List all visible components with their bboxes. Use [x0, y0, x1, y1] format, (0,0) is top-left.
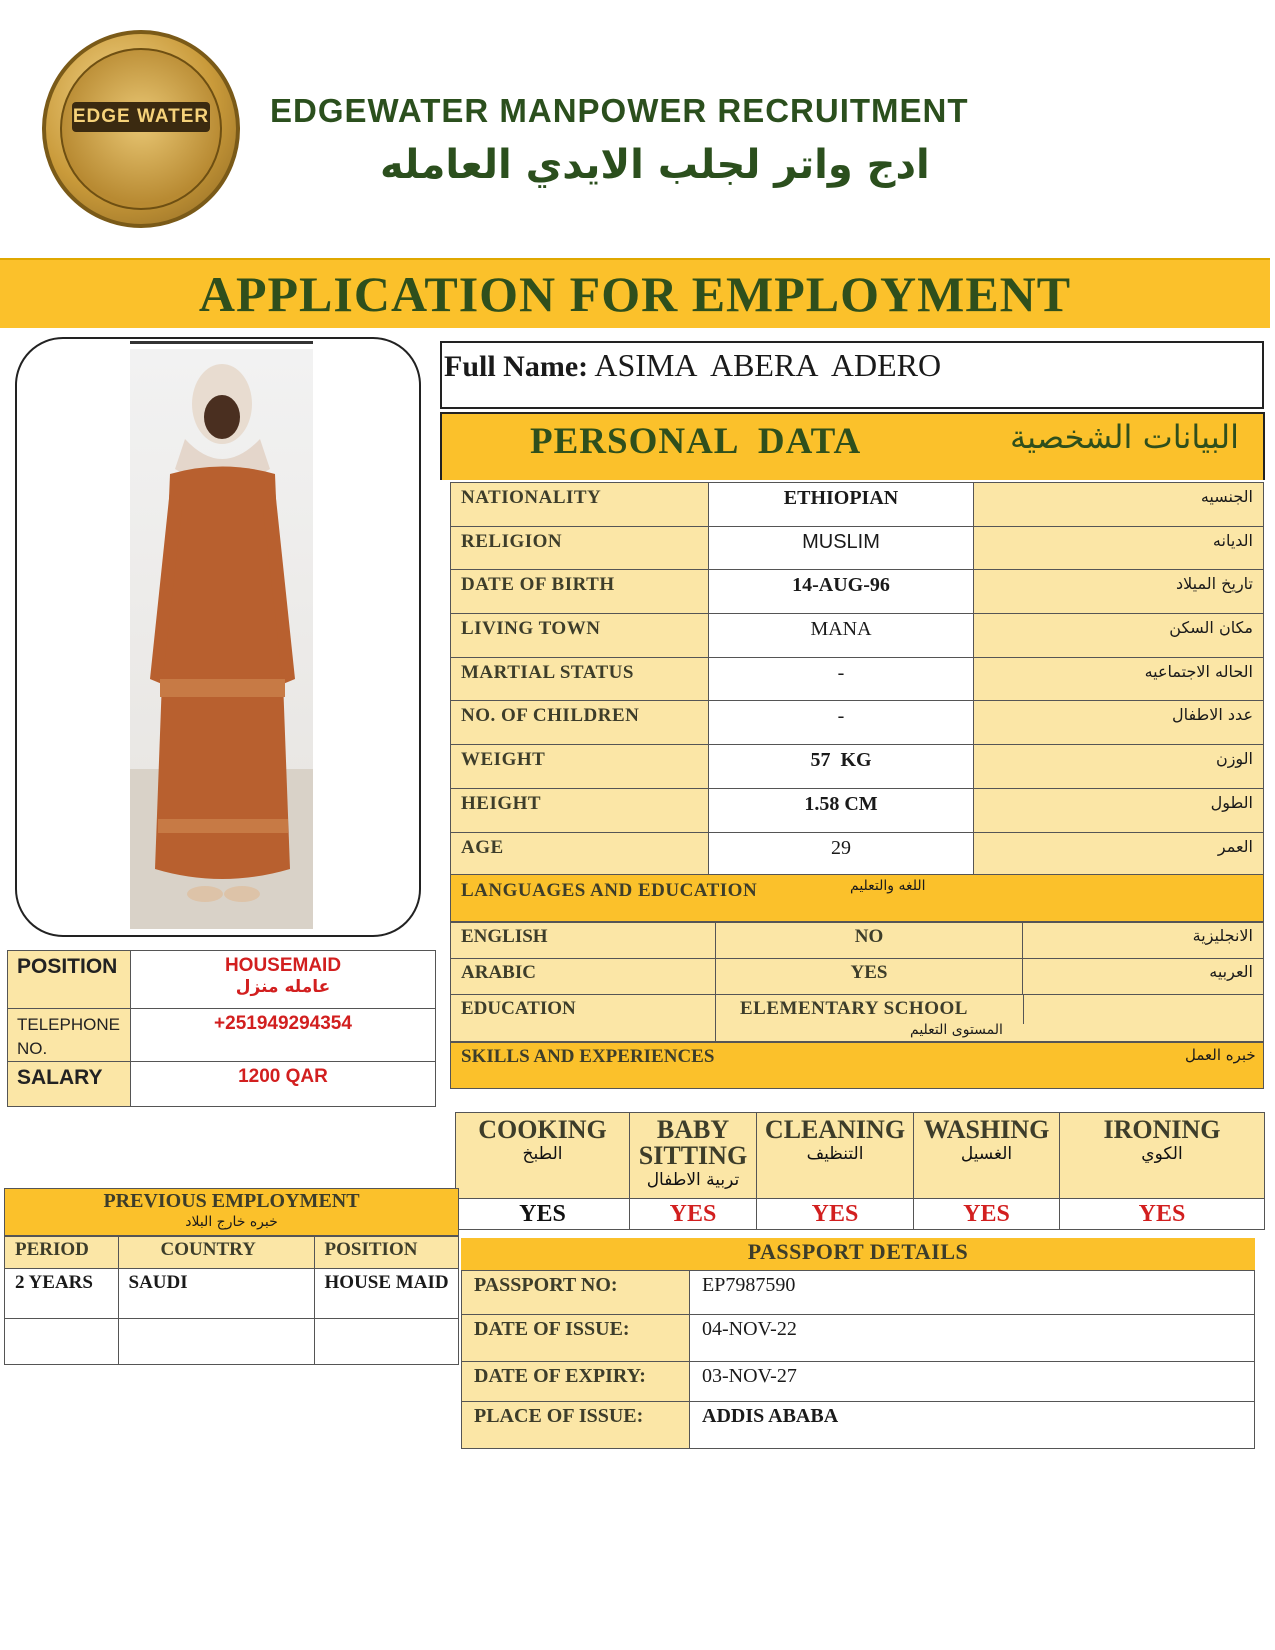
skill-washing-value: YES: [914, 1199, 1060, 1230]
table-row: [451, 701, 1264, 745]
position-value-en: HOUSEMAID: [224, 955, 342, 976]
skill-washing: [914, 1113, 1060, 1199]
arabic-label-ar: العربيه: [1023, 959, 1264, 995]
skill-cleaning-label-ar: التنظيف: [806, 1144, 864, 1164]
skill-baby-sitting: [630, 1113, 757, 1199]
table-row: [5, 1319, 459, 1365]
children-value: -: [709, 701, 974, 745]
english-label-ar: الانجليزية: [1023, 923, 1264, 959]
living-town-value: MANA: [709, 614, 974, 658]
personal-data-title-ar: البيانات الشخصية: [1010, 418, 1240, 456]
table-row: [451, 923, 1264, 959]
date-of-expiry-label: DATE OF EXPIRY:: [462, 1362, 690, 1402]
skill-ironing: [1060, 1113, 1265, 1199]
passport-no-label: PASSPORT NO:: [462, 1271, 690, 1315]
weight-label: WEIGHT: [451, 745, 709, 789]
telephone-label: TELEPHONE NO.: [8, 1009, 131, 1062]
table-row: [462, 1315, 1255, 1362]
personal-data-title: PERSONAL DATA: [530, 421, 862, 462]
height-label: HEIGHT: [451, 788, 709, 832]
skill-cleaning-value: YES: [757, 1199, 914, 1230]
table-row: [451, 959, 1264, 995]
table-row: [451, 657, 1264, 701]
skill-cleaning-label: CLEANING: [764, 1115, 906, 1144]
salary-value: 1200 QAR: [131, 1062, 436, 1107]
table-row: [451, 483, 1264, 527]
previous-employment-title: PREVIOUS EMPLOYMENT: [103, 1190, 360, 1212]
empty-cell: [118, 1319, 314, 1365]
english-value: NO: [716, 923, 1023, 959]
skill-washing-label-ar: الغسيل: [960, 1144, 1013, 1164]
table-row: [462, 1402, 1255, 1449]
company-name-en: EDGEWATER MANPOWER RECRUITMENT: [270, 92, 969, 129]
salary-label: SALARY: [8, 1062, 131, 1107]
marital-status-label-ar: الحاله الاجتماعيه: [974, 657, 1264, 701]
nationality-label: NATIONALITY: [451, 483, 709, 527]
weight-label-ar: الوزن: [974, 745, 1264, 789]
passport-title: PASSPORT DETAILS: [747, 1239, 969, 1264]
previous-employment-table: [4, 1236, 459, 1365]
skills-header-row: [456, 1113, 1265, 1199]
nationality-label-ar: الجنسيه: [974, 483, 1264, 527]
education-label-ar: المستوى التعليم: [910, 1022, 1003, 1038]
religion-label-ar: الديانه: [974, 526, 1264, 570]
position-value: [131, 951, 436, 1009]
skill-baby-sitting-label-ar: تربية الاطفال: [646, 1170, 740, 1190]
education-divider: [715, 994, 716, 1042]
table-row: [451, 832, 1264, 876]
table-row: [451, 745, 1264, 789]
full-name-value: ASIMA ABERA ADERO: [594, 347, 942, 383]
nationality-value: ETHIOPIAN: [709, 483, 974, 527]
skill-washing-label: WASHING: [923, 1115, 1050, 1144]
place-of-issue-label: PLACE OF ISSUE:: [462, 1402, 690, 1449]
table-row: [462, 1362, 1255, 1402]
company-name-ar: ادج واتر لجلب الايدي العامله: [380, 142, 930, 188]
skills-title-ar: خبره العمل: [1185, 1046, 1256, 1064]
table-row: [8, 1009, 436, 1062]
table-row: [8, 951, 436, 1009]
religion-value: MUSLIM: [709, 526, 974, 570]
table-row: [451, 526, 1264, 570]
dob-label: DATE OF BIRTH: [451, 570, 709, 614]
logo-text: EDGE WATER: [72, 102, 210, 132]
skill-baby-sitting-label: BABY SITTING: [638, 1115, 748, 1170]
marital-status-label: MARTIAL STATUS: [451, 657, 709, 701]
education-value: ELEMENTARY SCHOOL: [740, 998, 968, 1019]
languages-table: [450, 922, 1264, 995]
living-town-label-ar: مكان السكن: [974, 614, 1264, 658]
full-name-label: Full Name:: [444, 350, 589, 383]
table-row: [451, 570, 1264, 614]
skill-ironing-label-ar: الكوي: [1141, 1144, 1183, 1164]
age-label: AGE: [451, 832, 709, 876]
dob-value: 14-AUG-96: [709, 570, 974, 614]
column-country: COUNTRY: [118, 1237, 314, 1269]
height-value: 1.58 CM: [709, 788, 974, 832]
date-of-issue-label: DATE OF ISSUE:: [462, 1315, 690, 1362]
column-position: POSITION: [314, 1237, 458, 1269]
dob-label-ar: تاريخ الميلاد: [974, 570, 1264, 614]
table-header-row: [5, 1237, 459, 1269]
table-row: [5, 1269, 459, 1319]
passport-table: [461, 1270, 1255, 1449]
skill-ironing-label: IRONING: [1103, 1115, 1221, 1144]
empty-cell: [5, 1319, 119, 1365]
skills-table: [455, 1112, 1265, 1230]
languages-title: LANGUAGES AND EDUCATION: [461, 880, 758, 901]
height-label-ar: الطول: [974, 788, 1264, 832]
applicant-figure: [130, 349, 313, 929]
previous-employment-title-ar: خبره خارج البلاد: [185, 1214, 278, 1230]
position-history-value: HOUSE MAID: [314, 1269, 458, 1319]
arabic-label: ARABIC: [451, 959, 716, 995]
age-value: 29: [709, 832, 974, 876]
skill-cleaning: [757, 1113, 914, 1199]
skills-value-row: [456, 1199, 1265, 1230]
english-label: ENGLISH: [451, 923, 716, 959]
table-row: [451, 614, 1264, 658]
place-of-issue-value: ADDIS ABABA: [690, 1402, 1255, 1449]
skill-cooking-label-ar: الطبخ: [522, 1144, 563, 1164]
education-divider-2: [1023, 994, 1024, 1024]
weight-value: 57 KG: [709, 745, 974, 789]
living-town-label: LIVING TOWN: [451, 614, 709, 658]
applicant-photo: [130, 349, 313, 929]
children-label-ar: عدد الاطفال: [974, 701, 1264, 745]
page-title: APPLICATION FOR EMPLOYMENT: [198, 266, 1072, 322]
education-label: EDUCATION: [461, 998, 576, 1019]
empty-cell: [314, 1319, 458, 1365]
position-value-ar: عامله منزل: [235, 977, 331, 997]
date-of-expiry-value: 03-NOV-27: [690, 1362, 1255, 1402]
passport-no-value: EP7987590: [690, 1271, 1255, 1315]
table-row: [451, 788, 1264, 832]
position-label: POSITION: [8, 951, 131, 1009]
languages-title-ar: اللغه والتعليم: [850, 878, 926, 894]
skill-cooking-value: YES: [456, 1199, 630, 1230]
personal-data-table: [450, 482, 1264, 876]
photo-top-line: [130, 341, 313, 344]
skills-title: SKILLS AND EXPERIENCES: [461, 1046, 715, 1067]
telephone-value: +251949294354: [131, 1009, 436, 1062]
date-of-issue-value: 04-NOV-22: [690, 1315, 1255, 1362]
country-value: SAUDI: [118, 1269, 314, 1319]
marital-status-value: -: [709, 657, 974, 701]
table-row: [8, 1062, 436, 1107]
religion-label: RELIGION: [451, 526, 709, 570]
column-period: PERIOD: [5, 1237, 119, 1269]
arabic-value: YES: [716, 959, 1023, 995]
skill-cooking: [456, 1113, 630, 1199]
skill-baby-sitting-value: YES: [630, 1199, 757, 1230]
skill-cooking-label: COOKING: [478, 1115, 607, 1144]
skill-ironing-value: YES: [1060, 1199, 1265, 1230]
full-name-box: [440, 341, 1264, 409]
period-value: 2 YEARS: [5, 1269, 119, 1319]
table-row: [462, 1271, 1255, 1315]
age-label-ar: العمر: [974, 832, 1264, 876]
position-table: [7, 950, 436, 1107]
children-label: NO. OF CHILDREN: [451, 701, 709, 745]
